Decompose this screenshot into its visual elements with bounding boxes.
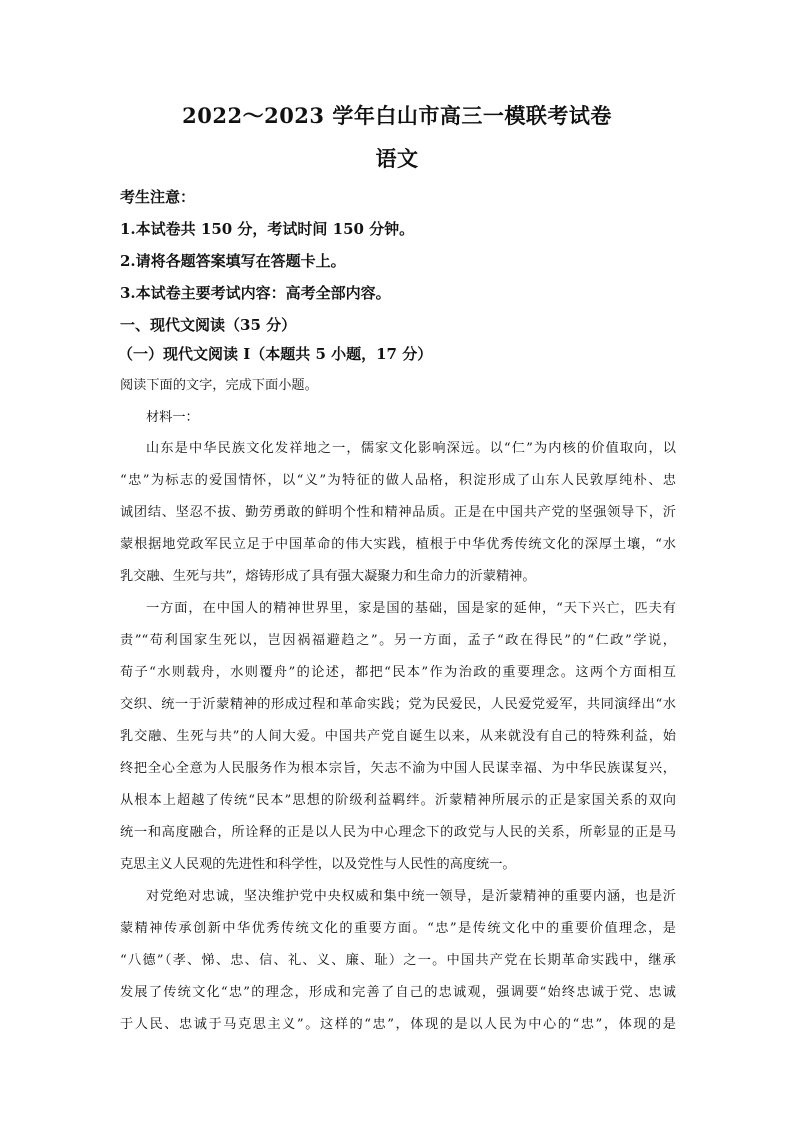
body-line: 对党绝对忠诚，坚决维护党中央权威和集中统一领导，是沂蒙精神的重要内涵，也是沂	[146, 889, 676, 904]
body-line: 乳交融、生死与共”，熔铸形成了具有强大凝聚力和生命力的沂蒙精神。	[120, 569, 536, 584]
notice-item: 1.本试卷共 150 分，考试时间 150 分钟。	[120, 220, 415, 238]
body-line: 乳交融、生死与共”的人间大爱。中国共产党自诞生以来，从来就没有自己的特殊利益，始	[120, 729, 676, 744]
body-line: 山东是中华民族文化发祥地之一，儒家文化影响深远。以“仁”为内核的价值取向，以	[146, 441, 676, 456]
body-line: “忠”为标志的爱国情怀，以“义”为特征的做人品格，积淀形成了山东人民敦厚纯朴、忠	[120, 473, 676, 488]
body-line: 责”“苟利国家生死以，岂因祸福避趋之”。另一方面，孟子“政在得民”的“仁政”学说，	[120, 633, 676, 648]
subject-title: 语文	[375, 146, 419, 171]
notice-item: 3.本试卷主要考试内容：高考全部内容。	[120, 284, 391, 302]
body-line: 从根本上超越了传统“民本”思想的阶级利益羁绊。沂蒙精神所展示的正是家国关系的双向	[120, 793, 676, 808]
body-line: 交织、统一于沂蒙精神的形成过程和革命实践；党为民爱民，人民爱党爱军，共同演绎出“水	[120, 697, 676, 712]
body-line: 统一和高度融合，所诠释的正是以人民为中心理念下的政党与人民的关系，所彰显的正是马	[120, 825, 676, 840]
body-line: 克思主义人民观的先进性和科学性，以及党性与人民性的高度统一。	[120, 857, 516, 872]
body-line: 终把全心全意为人民服务作为根本宗旨，矢志不渝为中国人民谋幸福、为中华民族谋复兴，	[120, 761, 676, 776]
body-line: 于人民、忠诚于马克思主义”。这样的“忠”，体现的是以人民为中心的“忠”，体现的是	[120, 1017, 676, 1032]
notice-heading: 考生注意：	[120, 188, 196, 206]
body-line: 发展了传统文化“忠”的理念，形成和完善了自己的忠诚观，强调要“始终忠诚于党、忠诚	[120, 985, 676, 1000]
body-line: 蒙精神传承创新中华优秀传统文化的重要方面。“忠”是传统文化中的重要价值理念，是	[120, 921, 676, 936]
body-line: “八德”（孝、悌、忠、信、礼、义、廉、耻）之一。中国共产党在长期革命实践中，继承	[120, 953, 676, 968]
material-label: 材料一：	[146, 410, 199, 425]
body-line: 诚团结、坚忍不拔、勤劳勇敢的鲜明个性和精神品质。正是在中国共产党的坚强领导下，沂	[120, 505, 676, 520]
body-line: 一方面，在中国人的精神世界里，家是国的基础，国是家的延伸，“天下兴亡，匹夫有	[146, 601, 676, 616]
instruction-text: 阅读下面的文字，完成下面小题。	[120, 378, 318, 393]
body-line: 荀子“水则载舟，水则覆舟”的论述，都把“民本”作为治政的重要理念。这两个方面相互	[120, 665, 676, 680]
exam-title: 2022～2023 学年白山市高三一模联考试卷	[182, 103, 612, 128]
notice-item: 2.请将各题答案填写在答题卡上。	[120, 252, 346, 270]
section-heading: 一、现代文阅读（35 分）	[120, 316, 297, 334]
body-line: 蒙根据地党政军民立足于中国革命的伟大实践，植根于中华优秀传统文化的深厚土壤，“水	[120, 537, 676, 552]
subsection-heading: （一）现代文阅读 I（本题共 5 小题，17 分）	[118, 345, 433, 363]
